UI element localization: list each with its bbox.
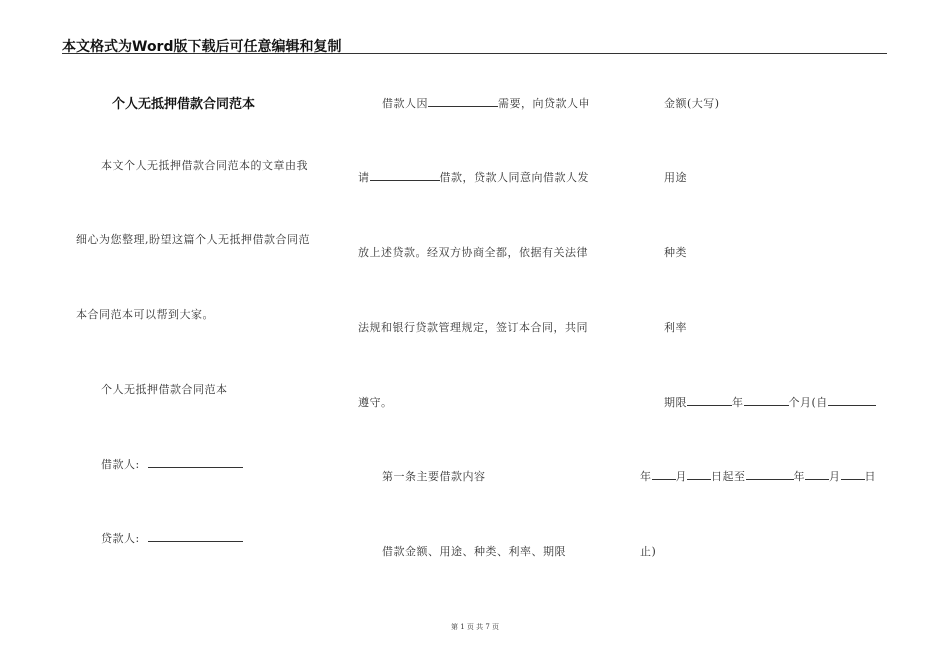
start-year-unit: 年 — [640, 470, 652, 483]
clause-line-2-a: 请 — [358, 171, 370, 184]
clause-line-2-b: 借款，贷款人同意向借款人发 — [439, 171, 589, 184]
contract-subtitle: 个人无抵押借款合同范本 — [101, 383, 228, 396]
end-day-blank — [841, 469, 865, 480]
term-months-blank — [744, 395, 789, 406]
article-1-heading: 第一条主要借款内容 — [382, 470, 486, 483]
term-line — [664, 394, 876, 410]
document-header: 本文格式为Word版下载后可任意编辑和复制 — [62, 39, 342, 55]
end-month-unit: 月 — [829, 470, 841, 483]
start-day-unit: 日起至 — [711, 470, 746, 483]
type-label: 种类 — [664, 246, 687, 259]
date-range-line — [640, 468, 876, 484]
intro-line-1: 本文个人无抵押借款合同范本的文章由我 — [101, 159, 308, 172]
end-month-blank — [805, 469, 829, 480]
term-years-blank — [687, 395, 732, 406]
term-label: 期限 — [664, 396, 687, 409]
purpose-label: 用途 — [664, 171, 687, 184]
borrower-label: 借款人: — [101, 458, 140, 471]
term-month-unit: 个月(自 — [788, 396, 828, 409]
amount-label: 金额(大写) — [664, 97, 720, 110]
term-year-unit: 年 — [732, 396, 744, 409]
end-year-unit: 年 — [793, 470, 805, 483]
clause-line-5: 遵守。 — [358, 396, 393, 409]
page-number: 第 1 页 共 7 页 — [450, 623, 500, 631]
rate-label: 利率 — [664, 321, 687, 334]
article-1-items: 借款金额、用途、种类、利率、期限 — [382, 545, 566, 558]
clause-line-1 — [382, 95, 590, 111]
lender-field — [101, 530, 243, 546]
clause-line-1-a: 借款人因 — [382, 97, 428, 110]
date-range-end: 止) — [640, 545, 657, 558]
start-blank — [828, 395, 876, 406]
header-rule — [62, 53, 887, 54]
start-month-blank — [652, 469, 676, 480]
clause-line-1-b: 需要，向贷款人申 — [498, 97, 590, 110]
loan-type-blank — [370, 170, 440, 181]
document-title: 个人无抵押借款合同范本 — [112, 97, 256, 112]
reason-blank — [428, 96, 498, 107]
start-day-blank — [687, 469, 711, 480]
lender-blank — [148, 531, 243, 542]
clause-line-3: 放上述贷款。经双方协商全都，依据有关法律 — [358, 246, 588, 259]
end-day-unit: 日 — [864, 470, 876, 483]
start-month-unit: 月 — [675, 470, 687, 483]
lender-label: 贷款人: — [101, 532, 140, 545]
borrower-field — [101, 456, 243, 472]
intro-line-3: 本合同范本可以帮到大家。 — [76, 308, 214, 321]
end-year-blank — [746, 469, 794, 480]
clause-line-4: 法规和银行贷款管理规定，签订本合同，共同 — [358, 321, 588, 334]
borrower-blank — [148, 457, 243, 468]
clause-line-2 — [358, 169, 589, 185]
intro-line-2: 细心为您整理,盼望这篇个人无抵押借款合同范 — [76, 233, 310, 246]
